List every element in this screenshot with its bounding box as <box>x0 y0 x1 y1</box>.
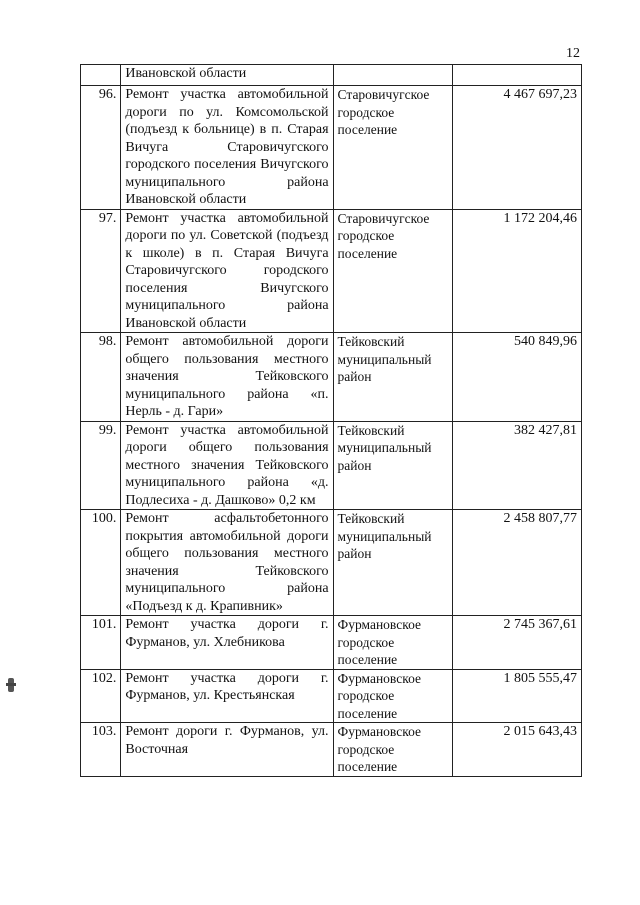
row-amount-cell: 2 745 367,61 <box>452 616 581 670</box>
table-row <box>81 616 582 670</box>
row-number-cell: 101. <box>81 616 121 670</box>
binding-hole-mark <box>8 678 14 692</box>
row-organization-cell: Старовичугское городское поселение <box>333 209 452 333</box>
table-row <box>81 421 582 510</box>
table-row <box>81 723 582 777</box>
row-organization-cell: Фурмановское городское поселение <box>333 616 452 670</box>
table-row <box>81 86 582 210</box>
table-row <box>81 333 582 422</box>
row-description-cell: Ремонт участка автомобильной дороги по ул. Комсомольской (подъезд к больнице) в п. Старая Вичуга Старовичугского городского поселения Вичугского муниципального района Ивановской области <box>121 86 333 210</box>
road-repair-table <box>80 64 582 777</box>
row-amount-cell: 1 172 204,46 <box>452 209 581 333</box>
row-description-cell: Ремонт автомобильной дороги общего пользования местного значения Тейковского муниципального района «п. Нерль - д. Гари» <box>121 333 333 422</box>
row-description-cell: Ивановской области <box>121 65 333 86</box>
row-organization-cell <box>333 65 452 86</box>
row-description-cell: Ремонт участка автомобильной дороги по ул. Советской (подъезд к школе) в п. Старая Вичуга Старовичугского городского поселения Вичугского муниципального района Ивановской области <box>121 209 333 333</box>
row-amount-cell <box>452 65 581 86</box>
row-amount-cell: 1 805 555,47 <box>452 669 581 723</box>
row-amount-cell: 382 427,81 <box>452 421 581 510</box>
row-number-cell: 98. <box>81 333 121 422</box>
table-row <box>81 669 582 723</box>
row-organization-cell: Тейковский муниципальный район <box>333 333 452 422</box>
row-number-cell: 100. <box>81 510 121 616</box>
row-amount-cell: 540 849,96 <box>452 333 581 422</box>
row-organization-cell: Тейковский муниципальный район <box>333 510 452 616</box>
row-organization-cell: Тейковский муниципальный район <box>333 421 452 510</box>
row-number-cell: 99. <box>81 421 121 510</box>
table-row-continuation <box>81 65 582 86</box>
page-number: 12 <box>566 46 580 61</box>
row-organization-cell: Фурмановское городское поселение <box>333 669 452 723</box>
row-description-cell: Ремонт участка дороги г. Фурманов, ул. Хлебникова <box>121 616 333 670</box>
row-organization-cell: Фурмановское городское поселение <box>333 723 452 777</box>
row-number-cell: 96. <box>81 86 121 210</box>
row-description-cell: Ремонт дороги г. Фурманов, ул. Восточная <box>121 723 333 777</box>
table-row <box>81 510 582 616</box>
row-description-cell: Ремонт участка автомобильной дороги общего пользования местного значения Тейковского муниципального района «д. Подлесиха - д. Дашково» 0,2 км <box>121 421 333 510</box>
row-number-cell: 97. <box>81 209 121 333</box>
row-number-cell: 103. <box>81 723 121 777</box>
row-amount-cell: 4 467 697,23 <box>452 86 581 210</box>
table-row <box>81 209 582 333</box>
row-description-cell: Ремонт участка дороги г. Фурманов, ул. Крестьянская <box>121 669 333 723</box>
row-number-cell <box>81 65 121 86</box>
row-amount-cell: 2 458 807,77 <box>452 510 581 616</box>
row-description-cell: Ремонт асфальтобетонного покрытия автомобильной дороги общего пользования местного значения Тейковского муниципального района «Подъезд к д. Крапивник» <box>121 510 333 616</box>
row-organization-cell: Старовичугское городское поселение <box>333 86 452 210</box>
row-number-cell: 102. <box>81 669 121 723</box>
row-amount-cell: 2 015 643,43 <box>452 723 581 777</box>
